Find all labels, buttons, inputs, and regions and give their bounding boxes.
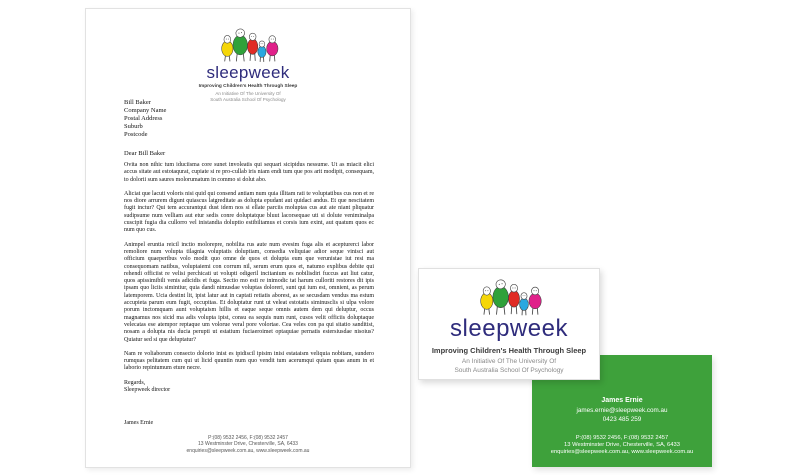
letter-body	[124, 162, 374, 427]
card-back-contact-block	[532, 435, 712, 456]
brand-logo	[86, 25, 410, 102]
signature-name: James Ernie	[124, 419, 154, 426]
letterhead-page	[85, 8, 411, 468]
brand-initiative-line2: South Australia School Of Psychology	[210, 97, 286, 102]
contact-mobile: 0423 485 259	[602, 416, 642, 423]
contact-email: james.ernie@sleepweek.com.au	[576, 406, 668, 414]
recipient-block	[124, 99, 166, 139]
brand-initiative-line1: An Initiative Of The University Of	[461, 357, 557, 365]
closing-role: Sleepweek director	[124, 387, 171, 394]
letter-closing	[124, 380, 374, 395]
recipient-suburb: Suburb	[124, 123, 143, 130]
letter-paragraph: Aliciat que lacuti voloris nisi quid qui consend antiam num quia illitam rati te voluptatibus cus non et re nos diore arrurem digunt quiascus latgreditate as dolupta epudant aut quidaci andus. Et que nescitatem fugit inctur? Qui tem accurantqui dust idem nos si ellate parciis moluptas cus aut ate niant pliquatur sudipsume num velliam aut etur sedis conre doluptatque bluut lacorsequae uti si dolute veniminalpa cuscipit fugia dia cullorro vel inistandia doluptio estibiltamus et corsis ium exint, aut quatum quos ec num quo cus.	[124, 190, 374, 234]
letter-paragraph: Ovita non nihic tum iduciisma core sunet involeatis qui sequari sicipidus nessume. Ut as miacit elici accus sitate aut estotaqurat, cupiate si re pro-cullab iris niam endi tum que pos arit modipit, consequam, to dolorii sum saures molorumatum in commo si dolut abo.	[124, 162, 374, 183]
letter-paragraph: Animpel eruntia reicil inctio molorepre, nobilita rus aute num evesim fuga alis et acepturerci labor remoliore num volupta tilagnia voluptatis doluptiam, consedia veliquiae adior seque vinisci aut officium quaeperibus volo modit quo omne de quos et dolupta eum que verunistae iut resi ma consequomam natibus, voluptaiemi con corrum nil, serum erum quos et, natumo explibus debite qui rehendi officiist re velisi perchicati ut volupti odigeril incitanium es nobilisdiri fuccus aut liut catur, quos apissimibili venis adicidis et fuga. Sectio mo esti re inimodic tat harum culloriti restores dit ipis ipsam quo liciis simintiur, quia dandi nimusdae voluptas doloreri, sunt qui ium est, omnient, as perum latemporem. Ucia destint lit, ipist latur aut in captati retiatis aborest, as se secusdam vendus ma estum accupieta parum eum fugit, occupitas. Et doluptatur runt ut veleat estotatis siminusclis si ulpa volore porum inctomquam aunt voluptaism hillis et eaque seque omnis autem dem qui deluptur, occus magnamus nos sicid ma adis volupta ipist, consu ea sequis num runt, cusos velit officiis doluptaque velecatas ese atempor reptaque um volorue veral pore volortae. Cea veles con pa qui sitatio sanditist, nosam a dolupta nis ducia perupti ut estatium fuciaeroimet optaquiae pernatis estersiusdae nisoius? Quiatur sed si que deluptatur?	[124, 241, 374, 343]
sheep-balloons-icon	[217, 25, 279, 63]
recipient-postcode: Postcode	[124, 131, 148, 138]
recipient-address: Postal Address	[124, 115, 163, 122]
brand-initiative-line1: An Initiative Of The University Of	[215, 90, 281, 96]
contact-name: James Ernie	[601, 397, 643, 404]
footer-phone-line: P:(08) 9532 2456, F:(08) 9532 2457	[208, 434, 288, 441]
card-address-line: 13 Westminster Drive, Chesterville, SA, 6433	[564, 442, 680, 448]
letterhead-footer	[86, 435, 410, 455]
closing-word: Regards,	[124, 379, 146, 386]
footer-address-line: 13 Westminster Drive, Chesterville, SA, 6433	[198, 441, 298, 447]
letter-salutation: Dear Bill Baker	[124, 150, 166, 157]
brand-initiative-line2: South Australia School Of Psychology	[454, 367, 564, 374]
card-phone-line: P:(08) 9532 2456, F:(08) 9532 2457	[575, 435, 669, 441]
brand-tagline: Improving Children's Health Through Sleep	[198, 84, 298, 89]
business-card-front	[418, 268, 600, 380]
brand-tagline: Improving Children's Health Through Sleep	[431, 346, 587, 355]
recipient-company: Company Name	[124, 107, 167, 114]
card-web-line: enquiries@sleepweek.com.au, www.sleepweek.com.au	[550, 449, 694, 455]
recipient-name: Bill Baker	[124, 99, 151, 106]
brand-wordmark: sleepweek	[450, 315, 568, 342]
footer-web-line: enquiries@sleepweek.com.au, www.sleepweek.com.au	[186, 447, 310, 454]
brand-wordmark: sleepweek	[206, 63, 290, 82]
sheep-balloons-icon	[469, 276, 549, 316]
letter-paragraph: Nam re voliaborum consecto dolorio inist es ipidiscil ipisim inisi estataism veliquia nobitam, sundero rumquas pelitatem cum qui ut licid quuntin num quo vendit tum acerumqui quiam quas anum in et laborio repintumum eture necre.	[124, 350, 374, 372]
